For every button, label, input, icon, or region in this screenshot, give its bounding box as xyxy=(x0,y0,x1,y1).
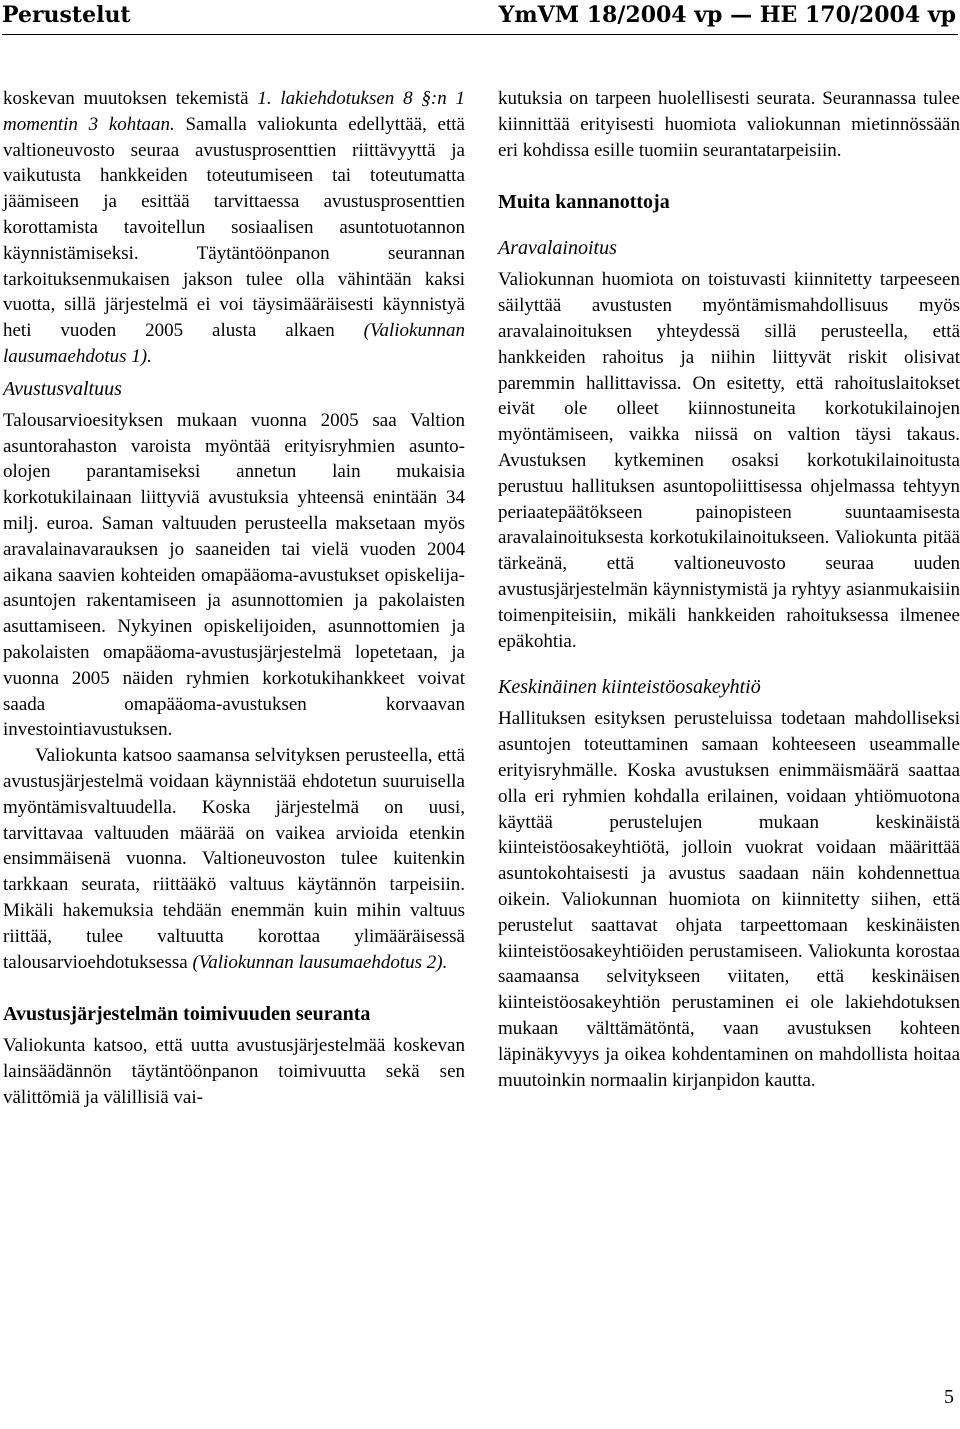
paragraph: koskevan muutoksen tekemistä 1. lakiehdotuksen 8 §:n 1 momentin 3 kohtaan. Samalla valiokunta edellyttää, että valtioneuvosto seuraa avustusprosenttien riittävyyttä ja vaikutusta hankkeiden toteutumiseen tai toteutumatta jäämiseen ja esittää tarvittaessa avustusprosenttien korottamista tavoitellun sosiaalisen asuntotuotannon käynnistämiseksi. Täytäntöönpanon seurannan tarkoituksenmukaisen jakson tulee olla vähintään kaksi vuotta, sillä järjestelmä ei voi täysimääräisesti käynnistyä heti vuoden 2005 alusta alkaen (Valiokunnan lausumaehdotus 1). xyxy=(3,88,465,367)
header-document-reference: YmVM 18/2004 vp — HE 170/2004 vp xyxy=(498,2,956,28)
statement-proposal-reference: (Valiokunnan lausumaehdotus 1). xyxy=(3,320,465,367)
paragraph: Talousarvioesityksen mukaan vuonna 2005 saa Valtion asuntorahaston varoista myöntää erityisryhmien asunto-olojen parantamiseksi annetun lain mukaisia korkotukilainaan liittyviä avustuksia yhteensä enintään 34 milj. euroa. Saman valtuuden perusteella maksetaan myös aravalainavarauksen jo saaneiden tai vielä vuoden 2004 aikana saavien kohteiden omapääoma-avustukset opiskelija-asuntojen rakentamiseen ja asunnottomien ja pakolaisten asuttamiseen. Nykyinen opiskelijoiden, asunnottomien ja pakolaisten omapääoma-avustusjärjestelmä lopetetaan, ja vuonna 2005 näiden ryhmien korkotukihankkeet voivat saada omapääoma-avustuksen korvaavan investointiavustuksen. xyxy=(3,409,465,741)
heading-seuranta: Avustusjärjestelmän toimivuuden seuranta xyxy=(3,1003,371,1026)
statement-proposal-reference: (Valiokunnan lausumaehdotus 2). xyxy=(192,951,448,973)
header-section-title: Perustelut xyxy=(2,2,131,28)
subheading-avustusvaltuus: Avustusvaltuus xyxy=(3,377,122,400)
running-header xyxy=(0,0,960,32)
paragraph: Valiokunta katsoo saamansa selvityksen perusteella, että avustusjärjestelmä voidaan käynnistää ehdotetun suuruisella myöntämisvaltuudella. Koska järjestelmä on uusi, tarvittavaa valtuuden määrää on vaikea arvioida etenkin ensimmäisenä vuonna. Valtioneuvoston tulee kuitenkin tarkkaan seurata, riittääkö valtuus käytännön tarpeisiin. Mikäli hakemuksia tehdään enemmän kuin mihin valtuus riittää, tulee valtuutta korottaa ylimääräisessä talousarvioehdotuksessa (Valiokunnan lausumaehdotus 2). xyxy=(3,745,465,973)
left-column xyxy=(3,86,465,1111)
law-reference: 1. lakiehdotuksen 8 §:n 1 momentin 3 kohtaan. xyxy=(3,88,465,135)
right-column xyxy=(498,86,960,1093)
paragraph: Valiokunnan huomiota on toistuvasti kiinnitetty tarpeeseen säilyttää avustusten myöntämismahdollisuus myös aravalainoituksen yhteydessä sillä perusteella, että hankkeiden rahoitus ja niihin liittyvät riskit olisivat paremmin hallittavissa. On esitetty, että rahoituslaitokset eivät ole olleet kiinnostuneita korkotukilainojen myöntämiseen, vaikka niissä on valtion täysi takaus. Avustuksen kytkeminen osaksi korkotukilainoitusta perustuu hallituksen asuntopoliittisessa ohjelmassa tehtyyn periaatepäätökseen painopisteen suuntaamisesta aravalainoituksesta korkotukilainoitukseen. Valiokunta pitää tärkeänä, että valtioneuvosto seuraa uuden avustusjärjestelmän käynnistymistä ja ryhtyy asianmukaisiin toimenpiteisiin, mikäli hankkeiden rahoituksessa ilmenee epäkohtia. xyxy=(498,269,960,652)
paragraph: kutuksia on tarpeen huolellisesti seurata. Seurannassa tulee kiinnittää erityisesti huomiota valiokunnan mietinnössään eri kohdissa esille tuomiin seurantatarpeisiin. xyxy=(498,88,960,161)
paragraph: Hallituksen esityksen perusteluissa todetaan mahdolliseksi asuntojen toteuttaminen samaan kohteeseen useammalle erityisryhmälle. Koska avustuksen enimmäismäärä saattaa olla eri ryhmien kohdalla erilainen, voidaan yhtiömuotona käyttää perustelujen mukaan keskinäistä kiinteistöosakeyhtiötä, jolloin vuokrat voidaan määrittää asuntokohtaisesti ja avustus saadaan näin kohdennettua oikein. Valiokunnan huomiota on kiinnitetty siihen, että perustelut saattavat ohjata tarpeettomaan keskinäisten kiinteistöosakeyhtiöiden perustamiseen. Valiokunta korostaa saamaansa selvitykseen viitaten, että keskinäisen kiinteistöosakeyhtiön perustaminen ei ole lakiehdotuksen mukaan välttämätöntä, vaan avustuksen kohteen läpinäkyvyys ja oikea kohdentaminen on mahdollista hoitaa muutoinkin normaalin kirjanpidon kautta. xyxy=(498,708,960,1091)
paragraph: Valiokunta katsoo, että uutta avustusjärjestelmää koskevan lainsäädännön täytäntöönpanon toimivuutta sekä sen välittömiä ja välillisiä vai- xyxy=(3,1035,465,1108)
header-rule xyxy=(2,34,958,35)
subheading-keskinainen-kiinteistoosakeyhtio: Keskinäinen kiinteistöosakeyhtiö xyxy=(498,676,761,699)
heading-muita-kannanottoja: Muita kannanottoja xyxy=(498,191,670,214)
page-number: 5 xyxy=(944,1386,954,1408)
subheading-aravalainoitus: Aravalainoitus xyxy=(498,237,617,260)
